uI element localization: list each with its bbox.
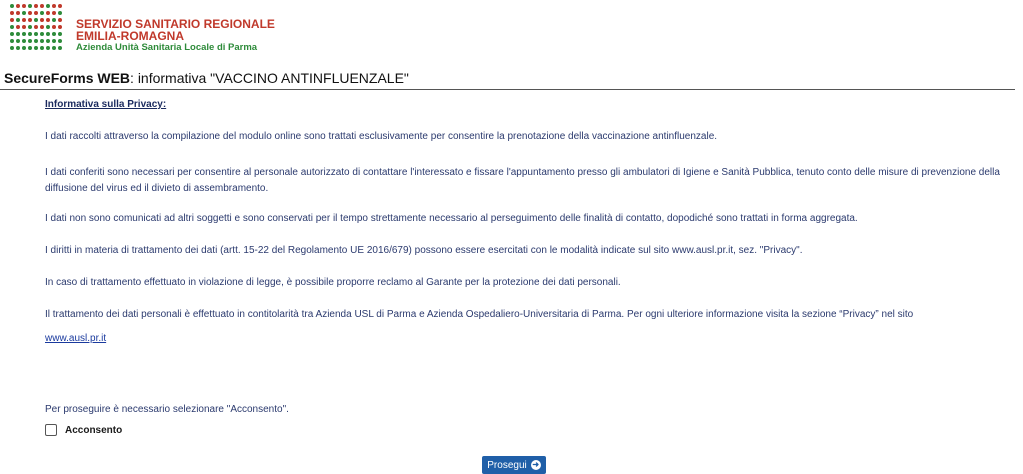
header [10,4,275,62]
logo-dot [40,11,44,15]
logo-dot [34,18,38,22]
logo-dot [16,39,20,43]
logo-dot [22,46,26,50]
logo-dot [52,11,56,15]
privacy-paragraph-1: I dati raccolti attraverso la compilazione del modulo online sono trattati esclusivamente per consentire la prenotazione della vaccinazione antinfluenzale. [45,131,718,142]
privacy-link-row [45,331,1005,347]
logo-dot [52,39,56,43]
logo-dot [40,32,44,36]
logo-dot [28,39,32,43]
page-subtitle: : informativa "VACCINO ANTINFLUENZALE" [130,70,409,86]
logo-dot [28,46,32,50]
ausl-link[interactable]: www.ausl.pr.it [45,333,107,344]
logo-dot [52,18,56,22]
logo-dot [22,39,26,43]
logo-dot [10,4,14,8]
logo-dot [52,25,56,29]
logo-dot [16,46,20,50]
logo-dot [46,32,50,36]
logo-dot [22,4,26,8]
page-title [0,70,1015,90]
app-name: SecureForms WEB [4,70,131,86]
privacy-paragraph-6: Il trattamento dei dati personali è effettuato in contitolarità tra Azienda USL di Parma e Azienda Ospedaliero-Universitaria di Parma. Per ogni ulteriore informazione visita la sezione “Privacy” nel sito [45,309,914,320]
logo-dot [10,39,14,43]
logo-dot [16,18,20,22]
logo-dot [10,25,14,29]
logo-dot [58,39,62,43]
logo-dot [34,4,38,8]
logo-dot [22,18,26,22]
logo-dot [58,25,62,29]
continue-button-label: Prosegui [487,459,527,471]
logo-dot [28,25,32,29]
logo-dot [40,46,44,50]
arrow-circle-right-icon: ➜ [532,460,540,469]
logo-dot [28,4,32,8]
consent-checkbox-row[interactable] [45,424,122,436]
consent-checkbox[interactable] [45,424,57,436]
logo-dot [52,32,56,36]
logo-dot [58,46,62,50]
org-line3: Azienda Unità Sanitaria Locale di Parma [76,42,258,53]
logo-dot [22,32,26,36]
logo-dot [46,46,50,50]
logo-dot [10,11,14,15]
org-line1: SERVIZIO SANITARIO REGIONALE [76,17,275,31]
logo-dot [34,46,38,50]
logo-dot [46,18,50,22]
logo-dot [34,11,38,15]
logo-dot [58,32,62,36]
consent-instruction: Per proseguire è necessario selezionare "Acconsento". [45,404,289,415]
logo-dot [40,25,44,29]
logo-dot [58,18,62,22]
logo-dot [40,18,44,22]
logo-dot [16,25,20,29]
logo-dot [28,11,32,15]
logo-dot [40,39,44,43]
privacy-paragraph-3: I dati non sono comunicati ad altri soggetti e sono conservati per il tempo strettamente necessario al perseguimento delle finalità di contatto, dopodiché sono trattati in forma aggregata. [45,213,858,224]
logo-dot [22,11,26,15]
logo-dot [46,25,50,29]
logo-dot [46,11,50,15]
org-line2: EMILIA-ROMAGNA [76,29,184,43]
logo-dot [46,39,50,43]
logo-dot [10,18,14,22]
continue-button[interactable] [482,456,546,474]
org-brand [76,18,275,54]
logo-dot [10,46,14,50]
privacy-paragraph-2: I dati conferiti sono necessari per consentire al personale autorizzato di contattare l'interessato e fissare l'appuntamento presso gli ambulatori di Igiene e Sanità Pubblica, tenuto conto delle misure di prevenzione della diffusione del virus ed il divieto di assembramento. [45,167,1000,194]
logo-dot [22,25,26,29]
logo-dot [16,32,20,36]
logo-dot [34,32,38,36]
logo-dot [46,4,50,8]
logo-dot [16,4,20,8]
privacy-paragraph-4: I diritti in materia di trattamento dei dati (artt. 15-22 del Regolamento UE 2016/679) possono essere esercitati con le modalità indicate sul sito www.ausl.pr.it, sez. "Privacy". [45,245,803,256]
logo-dot [10,32,14,36]
logo-dot [52,46,56,50]
consent-checkbox-label: Acconsento [65,424,123,436]
privacy-heading: Informativa sulla Privacy: [45,99,167,110]
logo-dot [52,4,56,8]
logo-dot [16,11,20,15]
logo-dot [58,11,62,15]
logo-dot [28,32,32,36]
logo-dot [28,18,32,22]
dot-grid-logo-icon [10,4,66,56]
logo-dot [40,4,44,8]
logo-dot [34,39,38,43]
privacy-paragraph-5: In caso di trattamento effettuato in violazione di legge, è possibile proporre reclamo al Garante per la protezione dei dati personali. [45,277,621,288]
logo-dot [58,4,62,8]
logo-dot [34,25,38,29]
